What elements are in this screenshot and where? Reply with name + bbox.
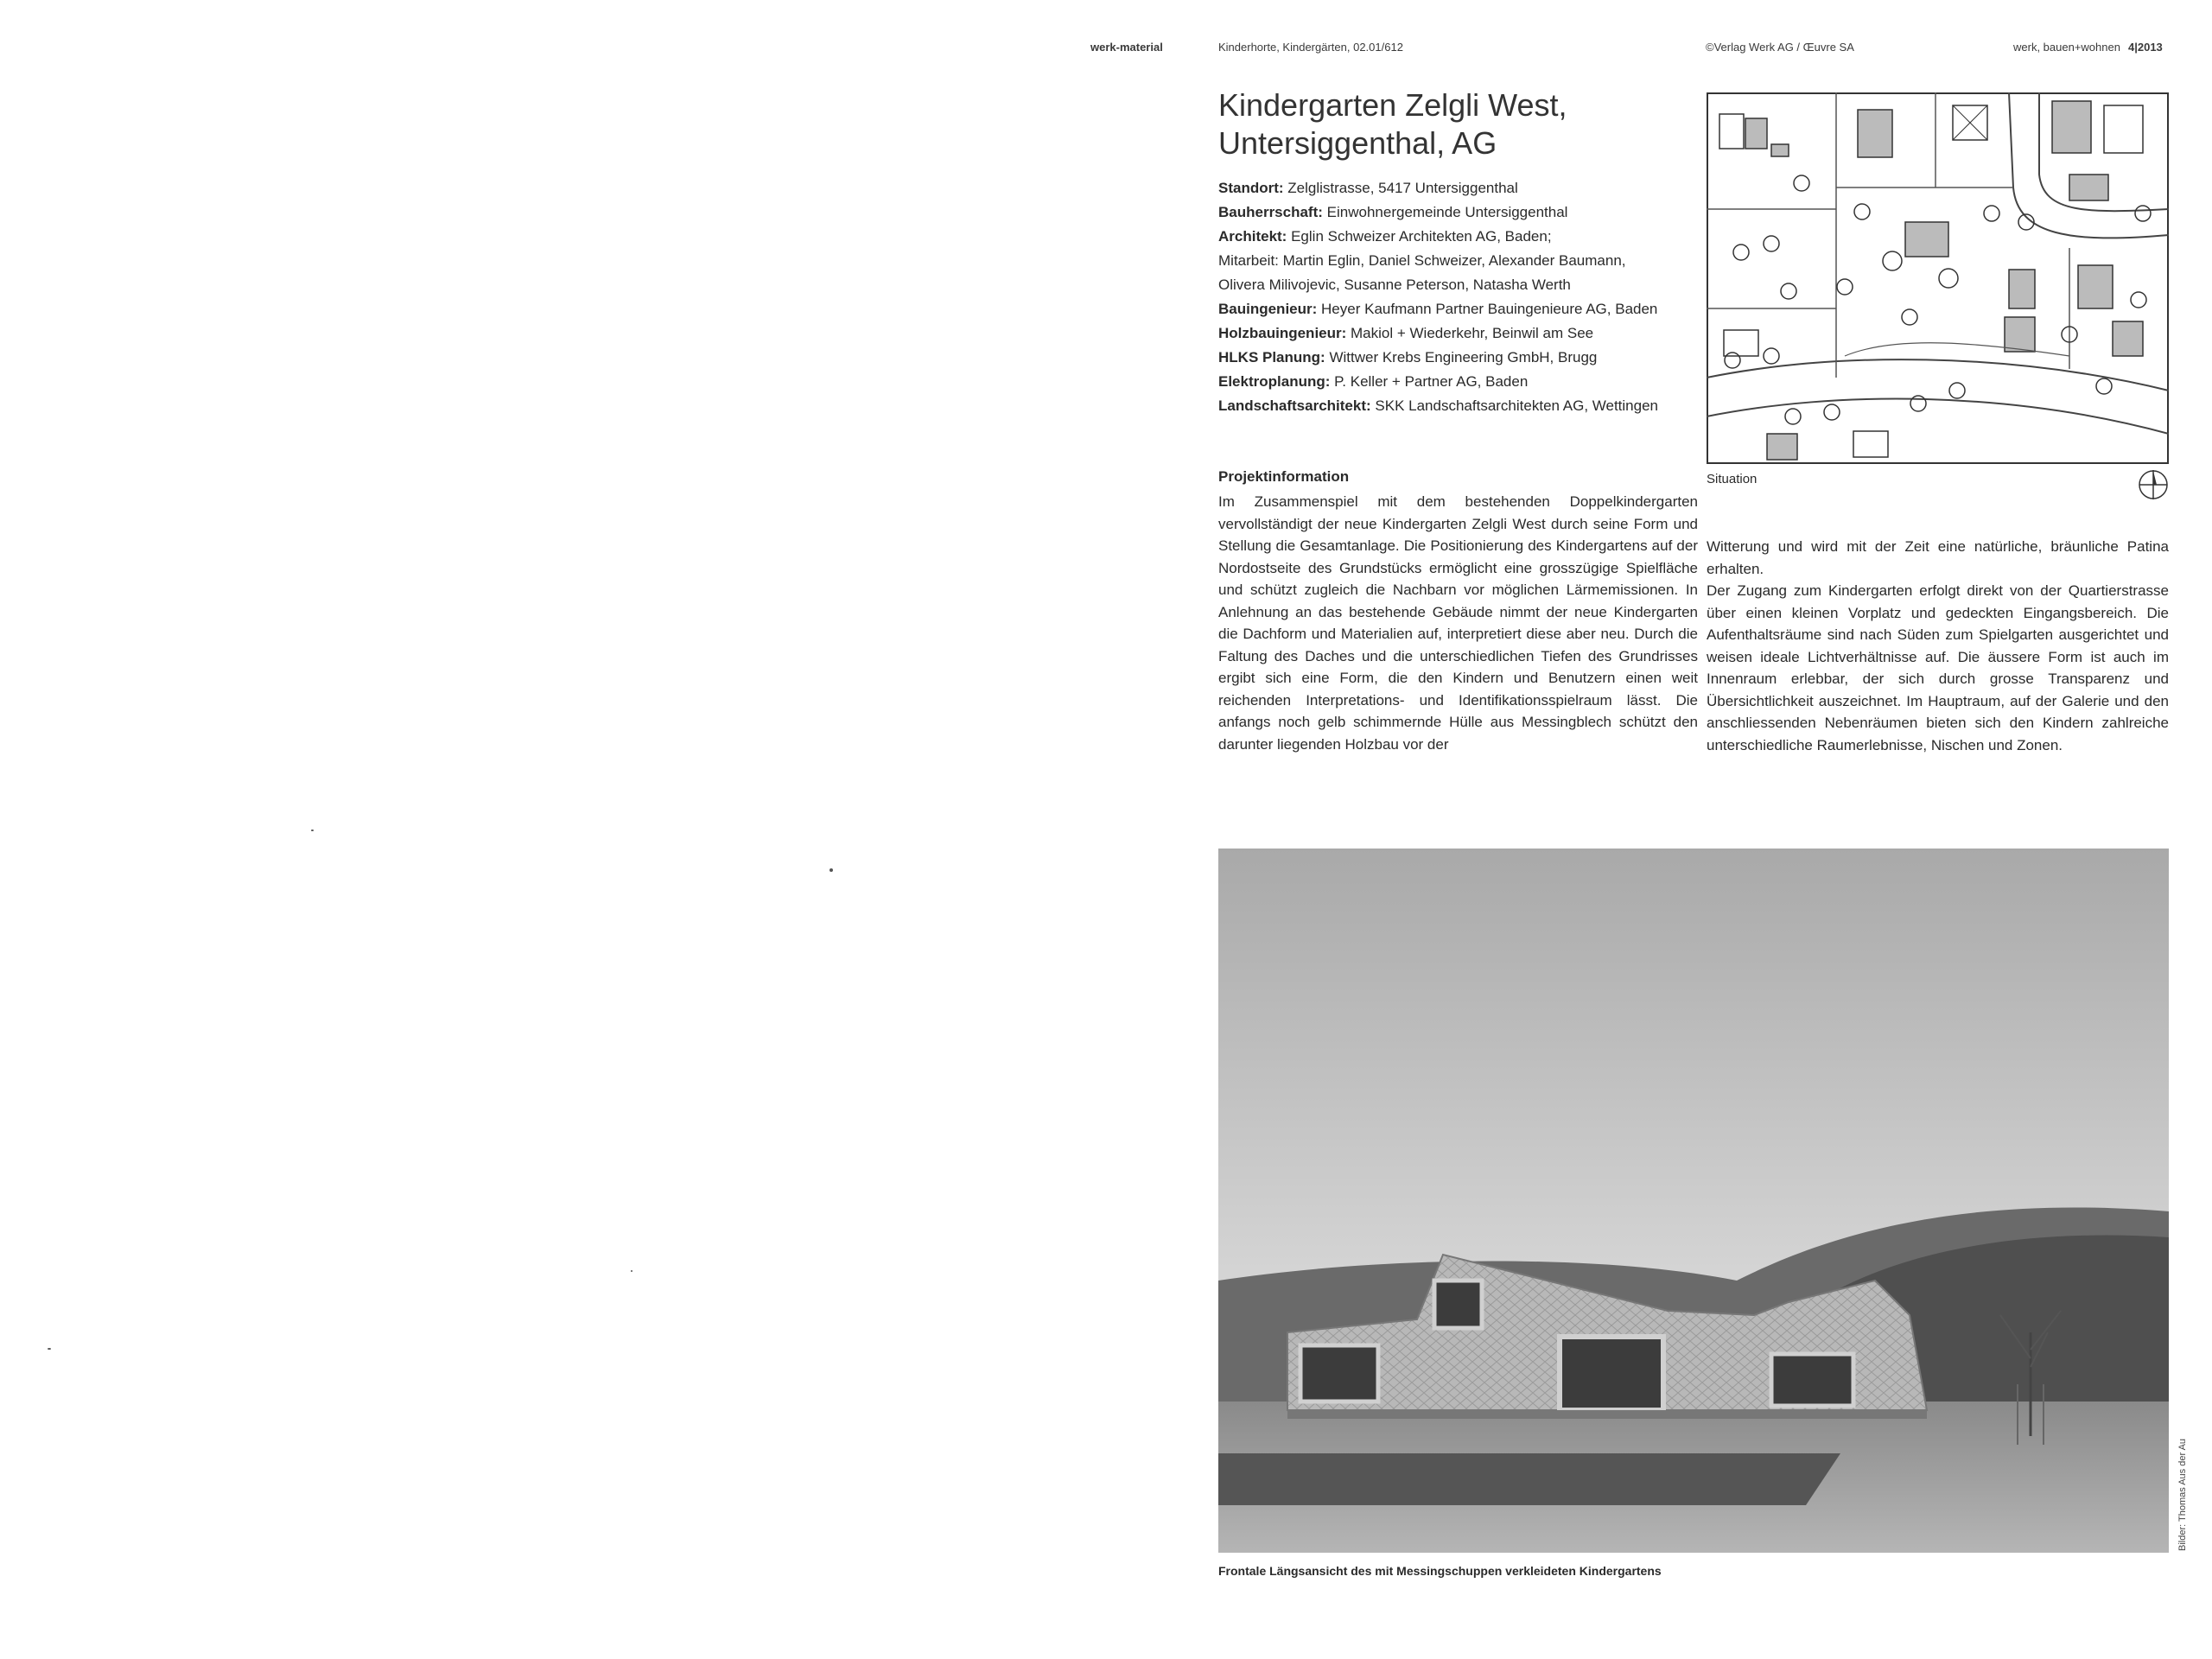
fact-row: Architekt: Eglin Schweizer Architekten AG, Baden; [1218, 228, 1552, 245]
fact-row: Standort: Zelglistrasse, 5417 Untersiggenthal [1218, 180, 1518, 196]
title-line-2: Untersiggenthal, AG [1218, 125, 1497, 161]
project-heading: Projektinformation [1218, 468, 1350, 485]
fact-row: Bauingenieur: Heyer Kaufmann Partner Bauingenieure AG, Baden [1218, 301, 1658, 317]
scan-speck [48, 1348, 51, 1350]
fact-row: Holzbauingenieur: Makiol + Wiederkehr, Beinwil am See [1218, 325, 1594, 341]
paragraph: Witterung und wird mit der Zeit eine natürliche, bräunliche Patina erhalten. [1707, 538, 2169, 577]
fact-row: HLKS Planung: Wittwer Krebs Engineering GmbH, Brugg [1218, 349, 1598, 365]
scan-speck [311, 830, 314, 831]
photo-credit: Bilder: Thomas Aus der Au [2177, 1438, 2188, 1551]
building-photo [1218, 849, 2169, 1553]
scan-speck [631, 1270, 632, 1272]
body-text-left: Im Zusammenspiel mit dem bestehenden Doppelkindergarten vervollständigt der neue Kindergarten Zelgli West durch seine Form und Stellung die Gesamtanlage. Die Positionierung des Kindergartens auf der Nordostseite des Grundstücks ermöglicht eine grosszügige Spielfläche und schützt zugleich die Nachbarn vor möglichen Lärmemissionen. In Anlehnung an das bestehende Gebäude nimmt der neue Kindergarten die Dachform und Materialien auf, interpretiert diese aber neu. Durch die Faltung des Daches und die unterschiedlichen Tiefen des Grundrisses ergibt sich eine Form, die den Kindern und Benutzern einen weit reichenden Interpretations- und Identifikationsspielraum lässt. Die anfangs noch gelb schimmernde Hülle aus Messingblech schützt den darunter liegenden Holzbau vor der [1218, 493, 1698, 753]
copyright-label: ©Verlag Werk AG / Œuvre SA [1706, 41, 1854, 54]
title-line-1: Kindergarten Zelgli West, [1218, 87, 1567, 123]
category-label: Kinderhorte, Kindergärten, 02.01/612 [1218, 41, 1403, 54]
section-label: werk-material [1090, 41, 1163, 54]
scan-speck [830, 868, 833, 872]
body-text-right [1707, 536, 2169, 756]
north-arrow-icon [2137, 468, 2170, 501]
fact-row: Landschaftsarchitekt: SKK Landschaftsarchitekten AG, Wettingen [1218, 397, 1659, 414]
fact-row: Mitarbeit: Martin Eglin, Daniel Schweizer, Alexander Baumann, [1218, 252, 1626, 269]
magazine-name: werk, bauen+wohnen [2013, 41, 2120, 54]
paragraph: Der Zugang zum Kindergarten erfolgt direkt von der Quartierstrasse über einen kleinen Vorplatz und gedeckten Eingangsbereich. Die Aufenthaltsräume sind nach Süden zum Spielgarten ausgerichtet und weisen ideale Lichtverhältnisse auf. Die äussere Form ist auch im Innenraum erlebbar, der sich durch grosse Transparenz und Übersichtlichkeit auszeichnet. Im Hauptraum, auf der Galerie und den anschliessenden Nebenräumen bieten sich den Kindern zahlreiche unterschiedliche Raumerlebnisse, Nischen und Zonen. [1707, 582, 2169, 753]
site-plan-caption: Situation [1707, 472, 1758, 486]
fact-row: Bauherrschaft: Einwohnergemeinde Untersiggenthal [1218, 204, 1568, 220]
issue-number: 4|2013 [2128, 41, 2163, 54]
site-plan [1707, 92, 2169, 464]
fact-row: Olivera Milivojevic, Susanne Peterson, Natasha Werth [1218, 276, 1571, 293]
photo-caption: Frontale Längsansicht des mit Messingschuppen verkleideten Kindergartens [1218, 1564, 1662, 1578]
fact-row: Elektroplanung: P. Keller + Partner AG, Baden [1218, 373, 1529, 390]
page-title [1218, 86, 1702, 162]
project-facts [1218, 176, 1702, 418]
